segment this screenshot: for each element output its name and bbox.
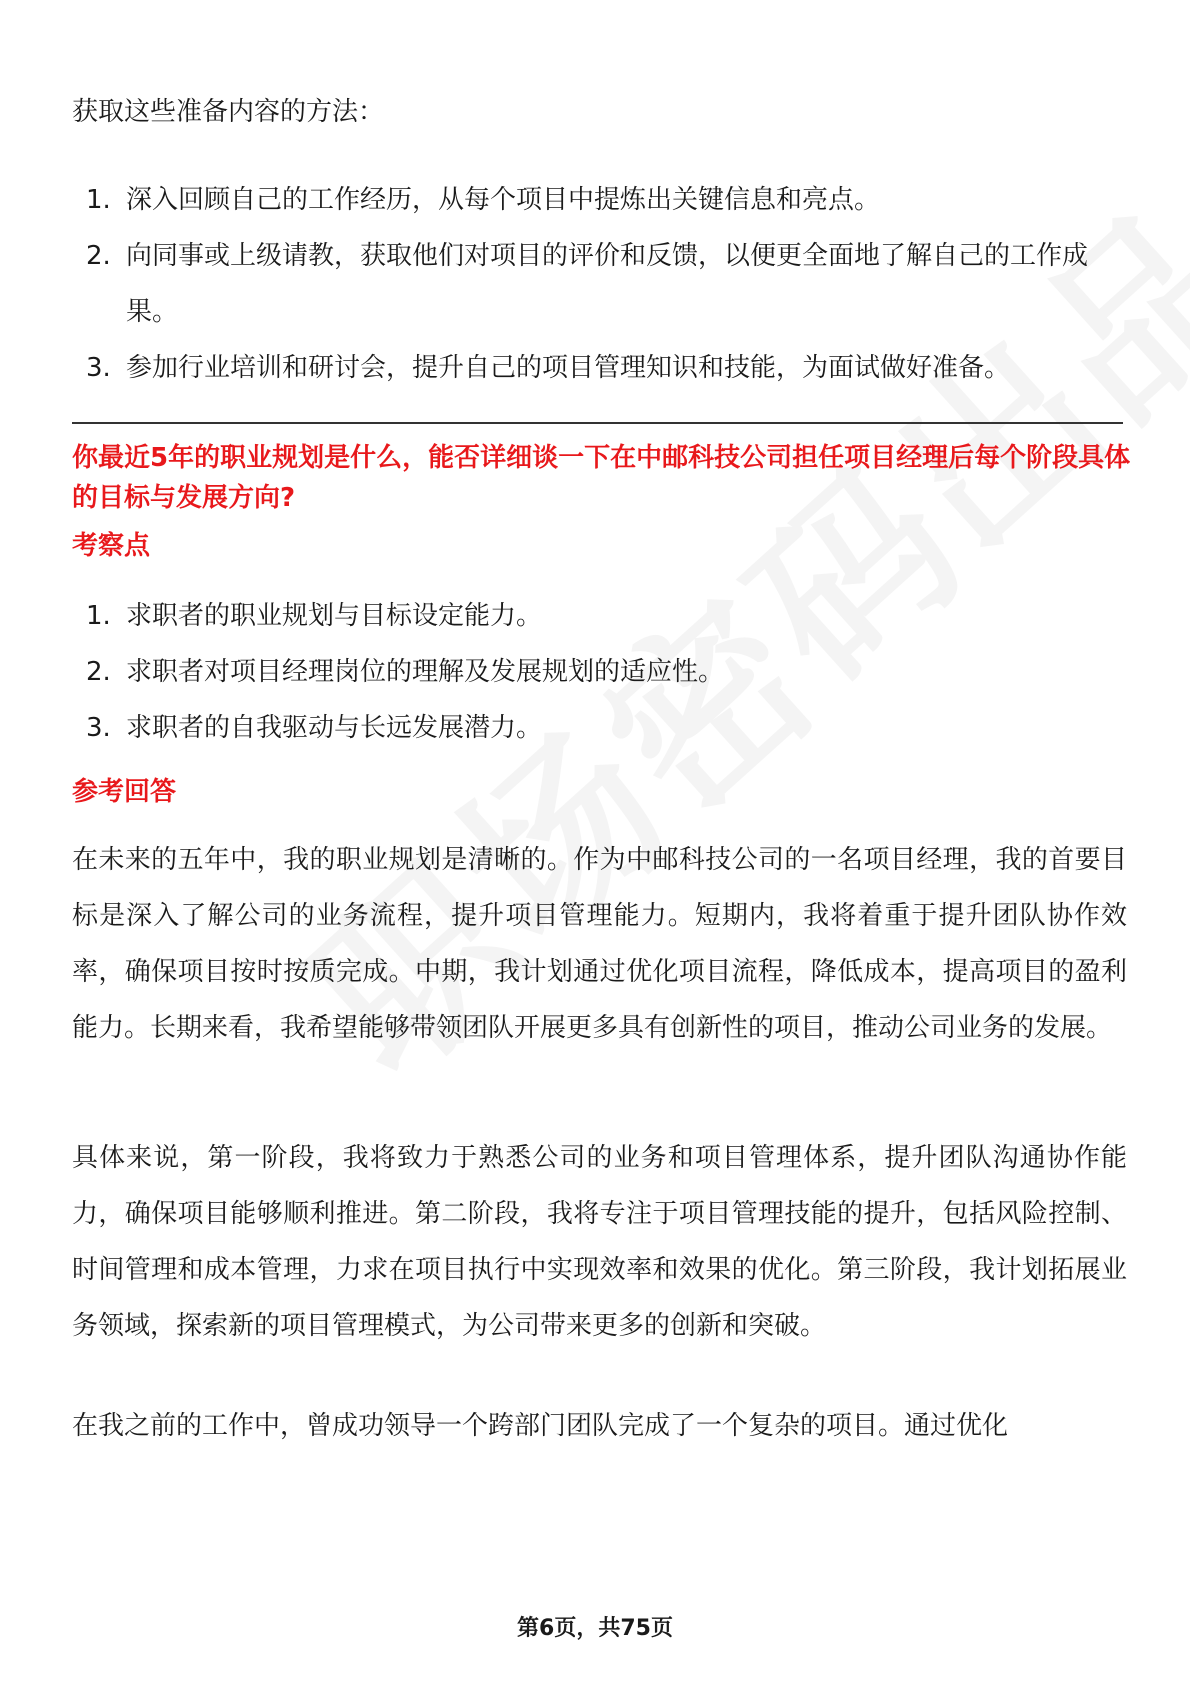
list-item-text: 求职者的自我驱动与长远发展潜力。 — [126, 713, 543, 743]
list-item-text: 求职者的职业规划与目标设定能力。 — [126, 601, 543, 631]
list-number: 1. — [86, 185, 111, 215]
list-item-text: 向同事或上级请教，获取他们对项目的评价和反馈，以便更全面地了解自己的工作成果。 — [126, 241, 1089, 327]
list-item — [72, 340, 1122, 396]
list-item — [72, 172, 1122, 228]
intro-text: 获取这些准备内容的方法： — [72, 97, 385, 127]
list-number: 2. — [86, 657, 111, 687]
section-title-assessment: 考察点 — [72, 531, 151, 561]
answer-paragraph: 具体来说，第一阶段，我将致力于熟悉公司的业务和项目管理体系，提升团队沟通协作能力，确保项目能够顺利推进。第二阶段，我将专注于项目管理技能的提升，包括风险控制、时间管理和成本管理，力求在项目执行中实现效率和效果的优化。第三阶段，我计划拓展业务领域，探索新的项目管理模式，为公司带来更多的创新和突破。 — [72, 1143, 1127, 1341]
list-number: 3. — [86, 713, 111, 743]
answer-paragraph: 在未来的五年中，我的职业规划是清晰的。作为中邮科技公司的一名项目经理，我的首要目标是深入了解公司的业务流程，提升项目管理能力。短期内，我将着重于提升团队协作效率，确保项目按时按质完成。中期，我计划通过优化项目流程，降低成本，提高项目的盈利能力。长期来看，我希望能够带领团队开展更多具有创新性的项目，推动公司业务的发展。 — [72, 845, 1127, 1043]
list-number: 2. — [86, 241, 111, 271]
list-item-text: 深入回顾自己的工作经历，从每个项目中提炼出关键信息和亮点。 — [126, 185, 881, 215]
list-item — [72, 700, 1122, 756]
list-item — [72, 588, 1122, 644]
methods-list — [72, 172, 1122, 396]
list-item — [72, 644, 1122, 700]
section-title-reference-answer: 参考回答 — [72, 777, 177, 807]
list-item-text: 求职者对项目经理岗位的理解及发展规划的适应性。 — [126, 657, 725, 687]
interview-question: 你最近5年的职业规划是什么，能否详细谈一下在中邮科技公司担任项目经理后每个阶段具体的目标与发展方向? — [72, 443, 1131, 513]
list-item-text: 参加行业培训和研讨会，提升自己的项目管理知识和技能，为面试做好准备。 — [126, 353, 1011, 383]
list-number: 3. — [86, 353, 111, 383]
page-footer: 第6页，共75页 — [517, 1616, 673, 1641]
answer-paragraph: 在我之前的工作中，曾成功领导一个跨部门团队完成了一个复杂的项目。通过优化 — [72, 1411, 1009, 1441]
list-number: 1. — [86, 601, 111, 631]
assessment-points-list — [72, 588, 1122, 756]
list-item — [72, 228, 1122, 340]
section-divider — [72, 422, 1123, 424]
